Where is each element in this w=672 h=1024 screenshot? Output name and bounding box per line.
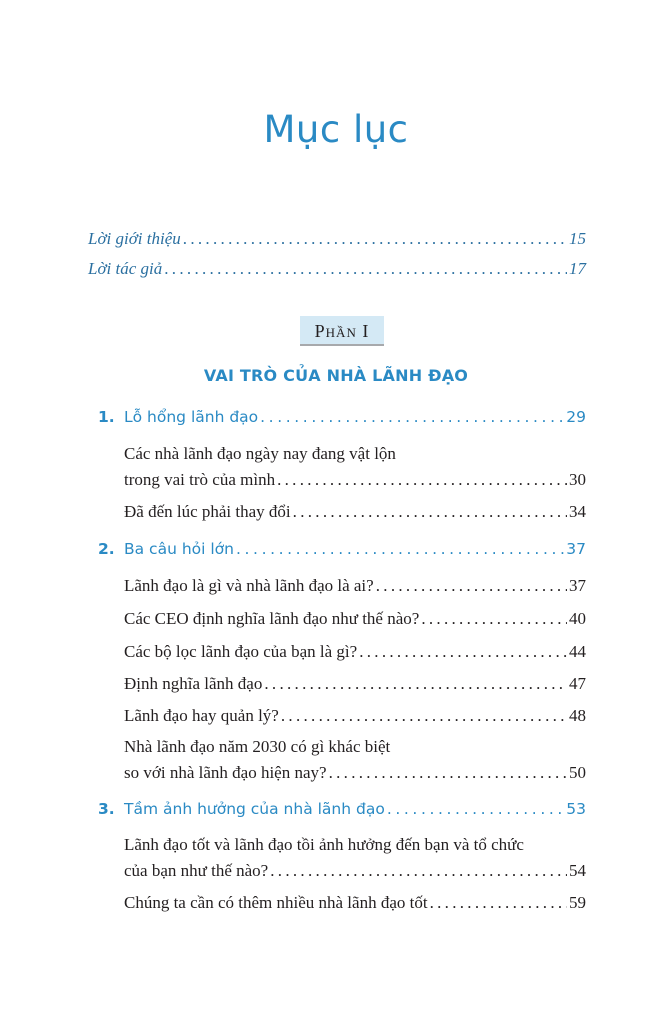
page-number: 34 [569, 502, 586, 521]
section-title-line1[interactable]: Nhà lãnh đạo năm 2030 có gì khác biệt [124, 737, 391, 756]
dot-leader [430, 890, 567, 916]
dot-leader [293, 499, 567, 525]
toc-chapter-2[interactable] [0, 536, 672, 562]
page-number: 15 [569, 229, 586, 248]
section-title-line2: của bạn như thế nào? [124, 861, 269, 880]
section-title: Các bộ lọc lãnh đạo của bạn là gì? [124, 642, 358, 661]
dot-leader [183, 226, 567, 252]
chapter-title: Tầm ảnh hưởng của nhà lãnh đạo [124, 800, 385, 818]
dot-leader [260, 404, 564, 430]
dot-leader [376, 573, 567, 599]
page-number: 54 [569, 861, 586, 880]
section-title-line2: so với nhà lãnh đạo hiện nay? [124, 763, 327, 782]
chapter-title: Ba câu hỏi lớn [124, 540, 234, 558]
section-title: Lãnh đạo hay quản lý? [124, 706, 279, 725]
page-number: 59 [569, 893, 586, 912]
dot-leader [236, 536, 564, 562]
dot-leader [387, 796, 564, 822]
page-number: 37 [566, 540, 586, 558]
dot-leader [277, 467, 567, 493]
section-title: Chúng ta cần có thêm nhiều nhà lãnh đạo tốt [124, 893, 428, 912]
toc-section[interactable] [0, 573, 672, 599]
page-number: 37 [569, 576, 586, 595]
dot-leader [270, 858, 567, 884]
toc-section[interactable] [0, 499, 672, 525]
toc-chapter-1[interactable] [0, 404, 672, 430]
page-title: Mục lục [263, 108, 409, 151]
page-number: 53 [566, 800, 586, 818]
page-number: 47 [569, 674, 586, 693]
section-title: Đã đến lúc phải thay đổi [124, 502, 291, 521]
page-number: 40 [569, 609, 586, 628]
section-title: Các CEO định nghĩa lãnh đạo như thế nào? [124, 609, 420, 628]
chapter-title: Lỗ hổng lãnh đạo [124, 408, 259, 426]
toc-chapter-3[interactable] [0, 796, 672, 822]
toc-section[interactable] [0, 760, 672, 786]
part-label-box [300, 316, 384, 346]
section-title: Lãnh đạo là gì và nhà lãnh đạo là ai? [124, 576, 374, 595]
toc-section[interactable] [0, 606, 672, 632]
page-number: 17 [569, 259, 586, 278]
toc-entry-front-matter[interactable] [0, 226, 672, 252]
page-number: 48 [569, 706, 586, 725]
page-number: 30 [569, 470, 586, 489]
dot-leader [281, 703, 567, 729]
dot-leader [264, 671, 567, 697]
toc-section[interactable] [0, 671, 672, 697]
toc-section[interactable] [0, 703, 672, 729]
page-number: 44 [569, 642, 586, 661]
toc-section[interactable] [0, 639, 672, 665]
chapter-number: 1. [98, 408, 115, 426]
section-title-line1[interactable]: Lãnh đạo tốt và lãnh đạo tồi ảnh hưởng đến bạn và tổ chức [124, 835, 524, 854]
chapter-number: 3. [98, 800, 115, 818]
toc-section[interactable] [0, 858, 672, 884]
chapter-number: 2. [98, 540, 115, 558]
dot-leader [359, 639, 567, 665]
dot-leader [421, 606, 567, 632]
part-label-initial: P [314, 321, 326, 341]
part-label-rest: HẦN [325, 325, 357, 340]
toc-entry-front-matter[interactable] [0, 256, 672, 282]
part-title: VAI TRÒ CỦA NHÀ LÃNH ĐẠO [203, 366, 469, 385]
toc-section[interactable] [0, 467, 672, 493]
part-number: I [362, 321, 370, 341]
dot-leader [164, 256, 567, 282]
section-title-line2: trong vai trò của mình [124, 470, 276, 489]
toc-section[interactable] [0, 890, 672, 916]
page-number: 29 [566, 408, 586, 426]
entry-label: Lời tác giả [88, 259, 163, 278]
dot-leader [329, 760, 567, 786]
entry-label: Lời giới thiệu [88, 229, 181, 248]
section-title: Định nghĩa lãnh đạo [124, 674, 263, 693]
page-number: 50 [569, 763, 586, 782]
section-title-line1[interactable]: Các nhà lãnh đạo ngày nay đang vật lộn [124, 444, 396, 463]
